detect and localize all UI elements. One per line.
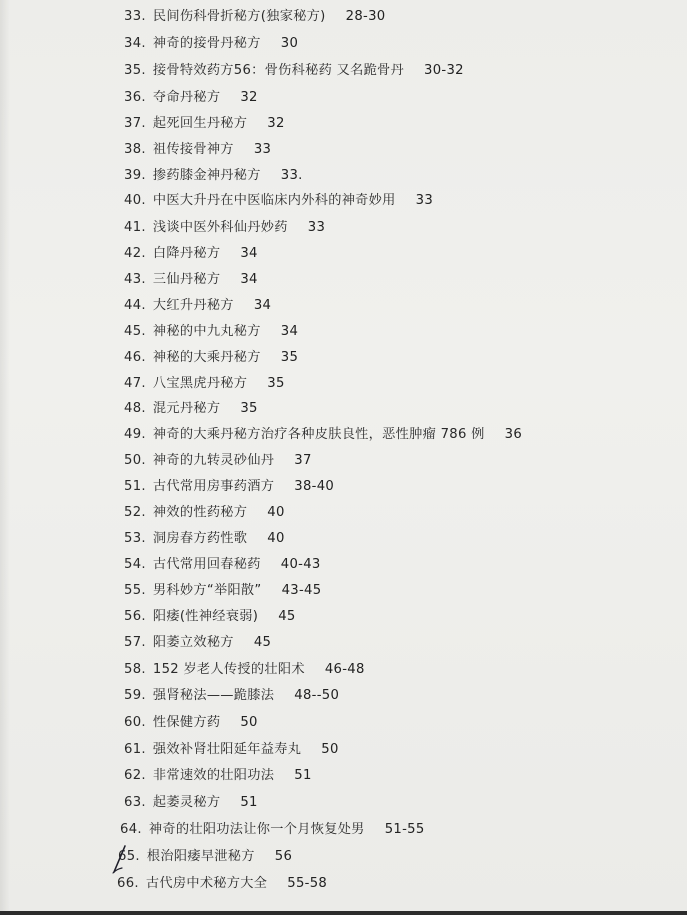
entry-number: 38. bbox=[124, 142, 146, 157]
entry-page: 34 bbox=[280, 324, 299, 339]
entry-page: 50 bbox=[240, 715, 258, 730]
toc-entry bbox=[124, 269, 258, 291]
toc-entry bbox=[124, 190, 433, 212]
entry-page: 51 bbox=[240, 795, 258, 810]
entry-number: 41. bbox=[124, 220, 146, 235]
toc-entry bbox=[124, 424, 522, 446]
entry-number: 56. bbox=[124, 609, 146, 624]
entry-title: 夺命丹秘方 bbox=[152, 90, 221, 105]
entry-number: 35. bbox=[124, 63, 146, 78]
entry-page: 38-40 bbox=[294, 479, 335, 494]
entry-title: 祖传接骨神方 bbox=[152, 142, 234, 157]
entry-page: 33. bbox=[280, 168, 303, 183]
entry-number: 64. bbox=[120, 822, 142, 837]
entry-title: 阳萎立效秘方 bbox=[152, 635, 234, 650]
entry-page: 45 bbox=[253, 635, 272, 650]
entry-title: 神秘的中九丸秘方 bbox=[152, 324, 261, 339]
entry-number: 37. bbox=[124, 116, 146, 131]
toc-entry bbox=[120, 819, 425, 841]
entry-number: 44. bbox=[124, 298, 146, 313]
entry-number: 60. bbox=[124, 715, 146, 730]
entry-title: 浅谈中医外科仙丹妙药 bbox=[152, 220, 288, 235]
entry-title: 强肾秘法——跪膝法 bbox=[152, 688, 275, 703]
toc-entry bbox=[124, 554, 321, 576]
entry-page: 33 bbox=[415, 193, 434, 208]
toc-entry bbox=[124, 243, 258, 265]
toc-entry bbox=[124, 528, 285, 550]
toc-entry bbox=[124, 712, 258, 734]
entry-title: 神奇的大乘丹秘方治疗各种皮肤良性，恶性肿瘤 786 例 bbox=[152, 427, 485, 442]
entry-page: 34 bbox=[240, 272, 258, 287]
entry-page: 34 bbox=[253, 298, 272, 313]
entry-page: 40 bbox=[267, 531, 285, 546]
entry-number: 54. bbox=[124, 557, 146, 572]
toc-entry bbox=[124, 113, 285, 135]
entry-page: 30-32 bbox=[424, 63, 464, 78]
entry-number: 63. bbox=[124, 795, 146, 810]
entry-title: 大红升丹秘方 bbox=[152, 298, 234, 313]
toc-entry bbox=[124, 659, 365, 681]
toc-entry bbox=[124, 6, 385, 28]
entry-page: 35 bbox=[280, 350, 299, 365]
toc-entry bbox=[124, 606, 296, 628]
entry-number: 52. bbox=[124, 505, 146, 520]
toc-entry bbox=[124, 373, 285, 395]
entry-number: 34. bbox=[124, 36, 146, 51]
entry-page: 35 bbox=[267, 376, 285, 391]
entry-page: 30 bbox=[280, 36, 299, 51]
entry-title: 古代房中术秘方大全 bbox=[145, 876, 268, 891]
entry-title: 性保健方药 bbox=[152, 715, 221, 730]
entry-number: 58. bbox=[124, 662, 146, 677]
entry-title: 掺药膝金神丹秘方 bbox=[152, 168, 261, 183]
entry-number: 55. bbox=[124, 583, 146, 598]
entry-number: 49. bbox=[124, 427, 146, 442]
entry-number: 65. bbox=[118, 849, 140, 864]
toc-entry bbox=[124, 739, 339, 761]
entry-page: 46-48 bbox=[324, 662, 365, 677]
entry-page: 55-58 bbox=[287, 876, 328, 891]
entry-title: 神效的性药秘方 bbox=[152, 505, 248, 520]
handwritten-slash-mark bbox=[110, 842, 130, 876]
entry-number: 45. bbox=[124, 324, 146, 339]
entry-page: 40-43 bbox=[280, 557, 321, 572]
entry-page: 36 bbox=[504, 427, 523, 442]
toc-entry bbox=[124, 632, 271, 654]
entry-page: 40 bbox=[267, 505, 285, 520]
entry-number: 51. bbox=[124, 479, 146, 494]
entry-number: 47. bbox=[124, 376, 146, 391]
toc-entry bbox=[124, 476, 334, 498]
entry-page: 33 bbox=[253, 142, 272, 157]
entry-title: 古代常用回春秘药 bbox=[152, 557, 261, 572]
entry-title: 阳痿(性神经衰弱) bbox=[152, 609, 259, 624]
entry-title: 白降丹秘方 bbox=[152, 246, 221, 261]
entry-title: 152 岁老人传授的壮阳术 bbox=[152, 662, 305, 677]
entry-title: 神奇的九转灵砂仙丹 bbox=[152, 453, 275, 468]
entry-title: 古代常用房事药酒方 bbox=[152, 479, 275, 494]
entry-number: 57. bbox=[124, 635, 146, 650]
entry-title: 神奇的壮阳功法让你一个月恢复处男 bbox=[148, 822, 365, 837]
entry-title: 八宝黑虎丹秘方 bbox=[152, 376, 248, 391]
entry-title: 接骨特效药方56：骨伤科秘药 又名跪骨丹 bbox=[152, 63, 405, 78]
entry-page: 51 bbox=[294, 768, 312, 783]
entry-number: 53. bbox=[124, 531, 146, 546]
entry-title: 起萎灵秘方 bbox=[152, 795, 221, 810]
toc-entry bbox=[124, 33, 298, 55]
toc-entry bbox=[124, 792, 258, 814]
toc-entry bbox=[124, 765, 312, 787]
entry-page: 32 bbox=[267, 116, 285, 131]
entry-title: 中医大升丹在中医临床内外科的神奇妙用 bbox=[152, 193, 396, 208]
toc-entry bbox=[124, 217, 325, 239]
entry-page: 28-30 bbox=[345, 9, 386, 24]
toc-entry bbox=[124, 165, 303, 187]
entry-page: 34 bbox=[240, 246, 258, 261]
entry-number: 61. bbox=[124, 742, 146, 757]
toc-entry bbox=[124, 87, 258, 109]
page-bottom-edge bbox=[0, 911, 687, 915]
entry-title: 起死回生丹秘方 bbox=[152, 116, 248, 131]
entry-title: 强效补肾壮阳延年益寿丸 bbox=[152, 742, 302, 757]
entry-number: 46. bbox=[124, 350, 146, 365]
toc-entry bbox=[124, 398, 258, 420]
entry-title: 混元丹秘方 bbox=[152, 401, 221, 416]
entry-number: 33. bbox=[124, 9, 146, 24]
toc-entry bbox=[124, 321, 298, 343]
entry-page: 51-55 bbox=[384, 822, 425, 837]
entry-page: 50 bbox=[321, 742, 339, 757]
entry-number: 39. bbox=[124, 168, 146, 183]
entry-number: 50. bbox=[124, 453, 146, 468]
toc-entry bbox=[118, 846, 292, 868]
entry-page: 32 bbox=[240, 90, 258, 105]
toc-entry bbox=[124, 295, 271, 317]
entry-number: 59. bbox=[124, 688, 146, 703]
entry-number: 66. bbox=[117, 876, 139, 891]
entry-page: 45 bbox=[278, 609, 296, 624]
entry-page: 33 bbox=[307, 220, 326, 235]
entry-number: 48. bbox=[124, 401, 146, 416]
entry-title: 民间伤科骨折秘方(独家秘方) bbox=[152, 9, 326, 24]
entry-page: 35 bbox=[240, 401, 258, 416]
toc-entry bbox=[124, 450, 312, 472]
entry-number: 43. bbox=[124, 272, 146, 287]
entry-title: 神秘的大乘丹秘方 bbox=[152, 350, 261, 365]
entry-number: 40. bbox=[124, 193, 146, 208]
toc-entry bbox=[117, 873, 327, 895]
entry-number: 62. bbox=[124, 768, 146, 783]
entry-title: 洞房春方药性歌 bbox=[152, 531, 248, 546]
entry-page: 48--50 bbox=[294, 688, 340, 703]
entry-page: 37 bbox=[294, 453, 312, 468]
entry-page: 43-45 bbox=[281, 583, 322, 598]
entry-title: 男科妙方“举阳散” bbox=[152, 583, 262, 598]
entry-page: 56 bbox=[274, 849, 293, 864]
entry-title: 三仙丹秘方 bbox=[152, 272, 221, 287]
entry-title: 根治阳痿早泄秘方 bbox=[146, 849, 255, 864]
entry-number: 36. bbox=[124, 90, 146, 105]
entry-title: 神奇的接骨丹秘方 bbox=[152, 36, 261, 51]
toc-entry bbox=[124, 139, 271, 161]
toc-entry bbox=[124, 685, 339, 707]
toc-entry bbox=[124, 347, 298, 369]
entry-title: 非常速效的壮阳功法 bbox=[152, 768, 275, 783]
toc-entry bbox=[124, 60, 464, 82]
toc-entry bbox=[124, 580, 321, 602]
toc-entry bbox=[124, 502, 285, 524]
entry-number: 42. bbox=[124, 246, 146, 261]
